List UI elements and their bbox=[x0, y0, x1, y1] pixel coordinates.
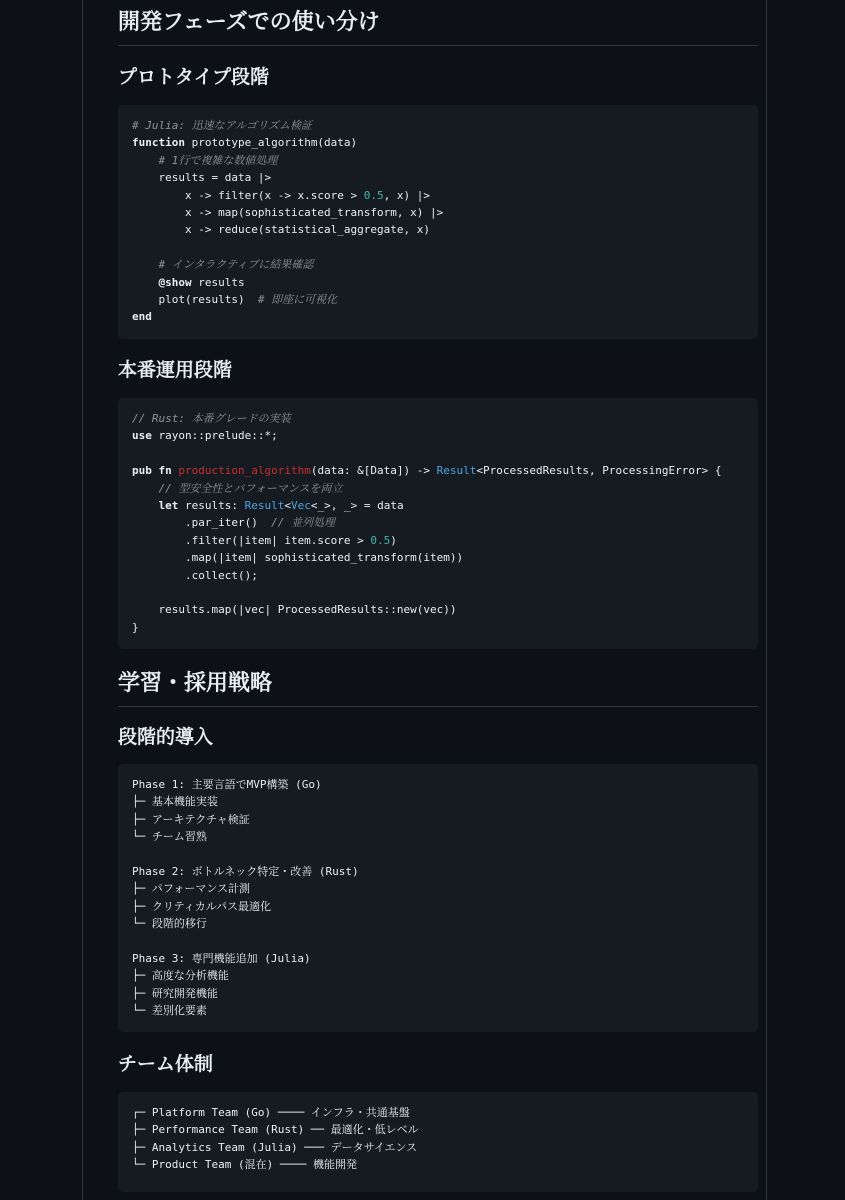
code-line bbox=[132, 308, 744, 325]
code-line bbox=[132, 221, 744, 238]
code-block-phased[interactable] bbox=[118, 764, 758, 1032]
code-token: results: bbox=[178, 498, 245, 512]
code-token: <ProcessedResults, ProcessingError> { bbox=[476, 464, 722, 478]
text-line: ├─ パフォーマンス計測 bbox=[132, 882, 250, 896]
code-keyword: end bbox=[132, 310, 152, 324]
code-token: Vec bbox=[290, 498, 311, 512]
code-token: plot(results) bbox=[132, 292, 258, 306]
code-token bbox=[132, 499, 159, 512]
code-line bbox=[132, 567, 744, 584]
code-line bbox=[132, 256, 744, 273]
code-comment: # インタラクティブに結果確認 bbox=[158, 258, 314, 272]
code-token bbox=[152, 464, 159, 477]
code-token bbox=[132, 276, 159, 289]
code-block-rust[interactable] bbox=[118, 398, 758, 649]
code-token: Result bbox=[436, 464, 477, 478]
text-line bbox=[132, 933, 744, 950]
code-line bbox=[132, 480, 744, 497]
code-line bbox=[132, 410, 744, 427]
code-token: x -> map(sophisticated_transform, x) |> bbox=[132, 205, 444, 219]
code-line bbox=[132, 584, 744, 601]
code-line bbox=[132, 427, 744, 444]
code-token: Result bbox=[244, 498, 285, 512]
heading-production: 本番運用段階 bbox=[118, 359, 233, 381]
text-line: └─ 差別化要素 bbox=[132, 1004, 207, 1018]
code-line bbox=[132, 462, 744, 479]
text-line: └─ Product Team (混在) ──── 機能開発 bbox=[132, 1158, 357, 1172]
text-line: ┌─ Platform Team (Go) ──── インフラ・共通基盤 bbox=[132, 1106, 410, 1119]
code-line bbox=[132, 187, 744, 204]
code-line bbox=[132, 117, 744, 134]
code-token: rayon::prelude::*; bbox=[151, 429, 278, 443]
code-token bbox=[132, 154, 159, 167]
code-token: .par_iter() bbox=[132, 516, 272, 530]
code-line bbox=[132, 619, 744, 636]
code-keyword: @show bbox=[158, 275, 192, 289]
code-keyword: let bbox=[158, 498, 179, 512]
code-token: results.map(|vec| ProcessedResults::new(vec)) bbox=[132, 603, 457, 617]
code-token: <_>, _> = data bbox=[310, 498, 404, 512]
code-line bbox=[132, 532, 744, 549]
code-token: (data: &[Data]) -> bbox=[310, 464, 437, 478]
text-line: └─ 段階的移行 bbox=[132, 917, 207, 931]
code-token: ) bbox=[390, 533, 397, 547]
text-line: ├─ 研究開発機能 bbox=[132, 986, 218, 1000]
text-line: Phase 3: 専門機能追加 (Julia) bbox=[132, 951, 311, 965]
code-keyword: function bbox=[132, 136, 185, 150]
code-line bbox=[132, 497, 744, 514]
code-token: 0.5 bbox=[370, 533, 391, 547]
text-line: ├─ アーキテクチャ検証 bbox=[132, 812, 250, 826]
heading-phased: 段階的導入 bbox=[118, 726, 214, 748]
code-token: .map(|item| sophisticated_transform(item)) bbox=[132, 551, 464, 565]
code-comment: // 型安全性とパフォーマンスを両立 bbox=[158, 481, 343, 495]
code-line bbox=[132, 274, 744, 291]
code-token: .filter(|item| item.score > bbox=[132, 533, 371, 547]
code-token: , x) |> bbox=[383, 188, 431, 202]
code-line bbox=[132, 601, 744, 618]
code-token: x -> reduce(statistical_aggregate, x) bbox=[132, 223, 431, 237]
code-token: .collect(); bbox=[132, 568, 258, 582]
text-line: ├─ クリティカルパス最適化 bbox=[132, 899, 271, 913]
code-keyword: pub bbox=[132, 464, 152, 478]
text-line: ├─ Performance Team (Rust) ── 最適化・低レベル bbox=[132, 1123, 419, 1137]
code-token: } bbox=[132, 620, 139, 634]
markdown-page bbox=[82, 0, 767, 1200]
code-keyword: use bbox=[132, 429, 152, 443]
code-token: x -> filter(x -> x.score > bbox=[132, 188, 364, 202]
code-keyword: fn bbox=[158, 464, 172, 478]
code-line bbox=[132, 514, 744, 531]
text-line: Phase 1: 主要言語でMVP構築 (Go) bbox=[132, 778, 322, 791]
code-token bbox=[132, 258, 159, 271]
code-comment: // 並列処理 bbox=[271, 516, 335, 530]
code-token: results bbox=[191, 275, 245, 289]
code-block-team[interactable] bbox=[118, 1092, 758, 1192]
text-line: ├─ 基本機能実装 bbox=[132, 795, 218, 809]
code-line bbox=[132, 445, 744, 462]
heading-usage: 開発フェーズでの使い分け bbox=[118, 8, 758, 46]
text-line: └─ チーム習熟 bbox=[132, 830, 207, 844]
heading-strategy: 学習・採用戦略 bbox=[118, 669, 758, 707]
code-line bbox=[132, 291, 744, 308]
code-comment: # Julia: 迅速なアルゴリズム検証 bbox=[132, 119, 312, 132]
code-token: 0.5 bbox=[363, 188, 384, 202]
code-comment: # 1行で複雑な数値処理 bbox=[158, 153, 278, 167]
text-line bbox=[132, 846, 744, 863]
code-line bbox=[132, 134, 744, 151]
code-line bbox=[132, 239, 744, 256]
code-block-julia[interactable] bbox=[118, 105, 758, 339]
code-line bbox=[132, 152, 744, 169]
code-comment: # 即座に可視化 bbox=[257, 292, 338, 306]
code-token bbox=[132, 482, 159, 495]
code-token: production_algorithm bbox=[178, 464, 311, 478]
code-token: prototype_algorithm(data) bbox=[184, 136, 358, 150]
code-line bbox=[132, 169, 744, 186]
heading-prototype: プロトタイプ段階 bbox=[118, 66, 270, 88]
code-line bbox=[132, 549, 744, 566]
code-line bbox=[132, 204, 744, 221]
heading-team: チーム体制 bbox=[118, 1053, 214, 1075]
text-line: Phase 2: ボトルネック特定・改善 (Rust) bbox=[132, 864, 359, 878]
code-token: results = data |> bbox=[132, 171, 272, 185]
code-token: < bbox=[284, 498, 291, 512]
text-line: ├─ Analytics Team (Julia) ─── データサイエンス bbox=[132, 1140, 418, 1154]
text-line: ├─ 高度な分析機能 bbox=[132, 969, 229, 983]
code-comment: // Rust: 本番グレードの実装 bbox=[132, 412, 291, 425]
